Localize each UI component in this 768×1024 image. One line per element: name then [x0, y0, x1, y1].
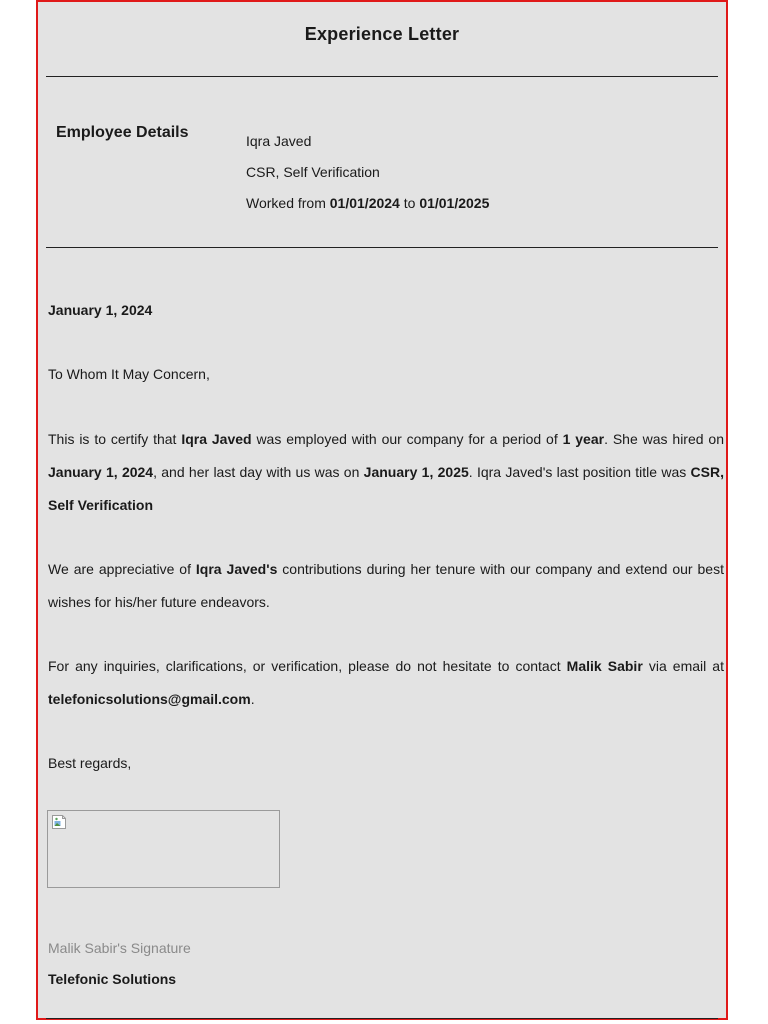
- employee-name: Iqra Javed: [246, 133, 312, 149]
- signature-caption: Malik Sabir's Signature: [48, 940, 191, 956]
- last-day-bold: January 1, 2025: [363, 464, 469, 480]
- employment-period: [246, 188, 489, 219]
- paragraph-text: . Iqra Javed's last position title was: [468, 464, 691, 480]
- contact-name-bold: Malik Sabir: [566, 658, 643, 674]
- paragraph-text: , and her last day with us was on: [153, 464, 364, 480]
- worked-from-text: Worked from: [246, 195, 330, 211]
- broken-image-icon: [51, 814, 67, 830]
- paragraph-contact: [48, 650, 724, 716]
- contact-email: telefonicsolutions@gmail.com: [48, 691, 251, 707]
- paragraph-text: contributions during her tenure with our company and extend our best wishes for his/her future endeavors.: [48, 561, 724, 610]
- divider-top: [46, 76, 718, 77]
- letter-frame: [36, 0, 728, 1020]
- position-bold: CSR, Self Verification: [48, 464, 724, 513]
- paragraph-appreciation: [48, 553, 724, 619]
- divider-bottom: [46, 1018, 718, 1019]
- paragraph-text: . She was hired on: [604, 431, 724, 447]
- start-date: 01/01/2024: [329, 195, 400, 211]
- divider-middle: [46, 247, 718, 248]
- paragraph-certification: [48, 423, 724, 522]
- employee-position: CSR, Self Verification: [246, 164, 380, 180]
- letter-closing: Best regards,: [48, 755, 132, 771]
- paragraph-text: We are appreciative of: [48, 561, 196, 577]
- letter-title: Experience Letter: [304, 24, 460, 44]
- employee-name-bold: Iqra Javed's: [195, 561, 278, 577]
- paragraph-text: via email at: [642, 658, 724, 674]
- paragraph-text: .: [250, 691, 255, 707]
- tenure-bold: 1 year: [562, 431, 605, 447]
- worked-to-text: to: [399, 195, 420, 211]
- paragraph-text: was employed with our company for a period of: [251, 431, 563, 447]
- company-name: Telefonic Solutions: [48, 971, 177, 987]
- end-date: 01/01/2025: [419, 195, 490, 211]
- paragraph-text: For any inquiries, clarifications, or verification, please do not hesitate to contact: [48, 658, 567, 674]
- employee-details-values: [246, 126, 489, 219]
- employee-name-bold: Iqra Javed: [181, 431, 252, 447]
- signature-image-placeholder: [47, 810, 280, 888]
- letter-greeting: To Whom It May Concern,: [48, 366, 210, 382]
- employee-details-label: Employee Details: [56, 124, 189, 141]
- paragraph-text: This is to certify that: [48, 431, 182, 447]
- letter-date: January 1, 2024: [48, 302, 153, 318]
- hire-date-bold: January 1, 2024: [48, 464, 154, 480]
